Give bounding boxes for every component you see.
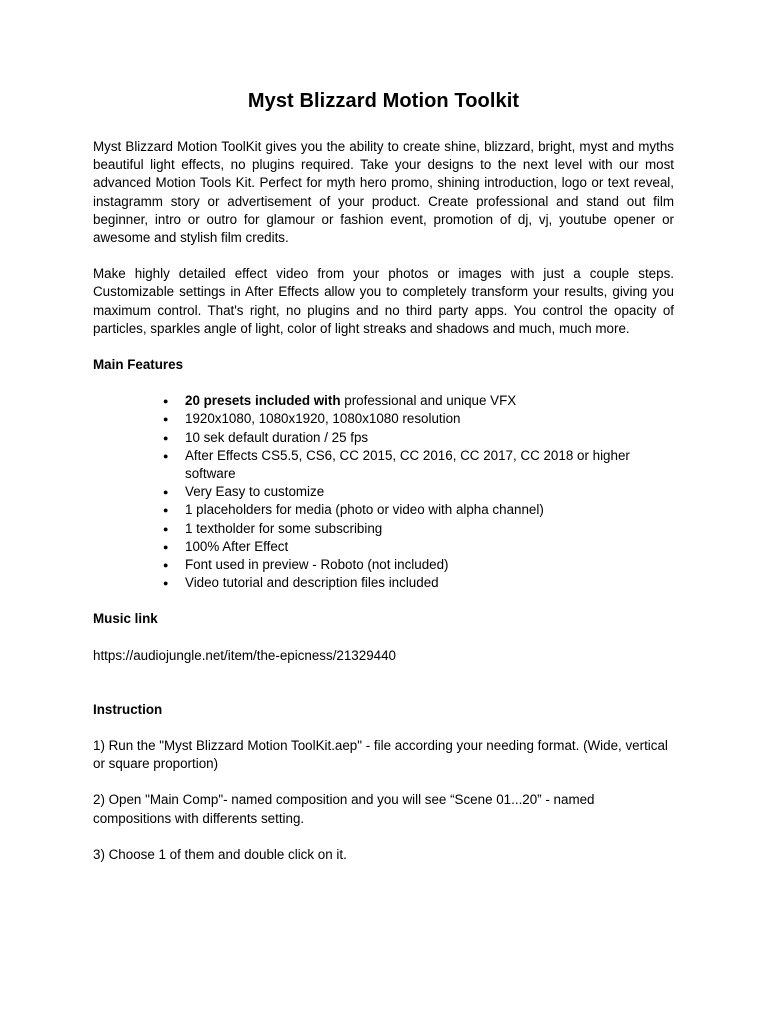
instruction-step-2: 2) Open "Main Comp"- named composition and you will see “Scene 01...20” - named compositions with differents setting. bbox=[93, 792, 595, 826]
feature-item: ● 1 textholder for some subscribing bbox=[185, 520, 674, 538]
feature-item: ● 1 placeholders for media (photo or video with alpha channel) bbox=[185, 501, 674, 519]
feature-presets-bold: 20 presets included with bbox=[185, 393, 341, 409]
feature-item: ● Video tutorial and description files included bbox=[185, 574, 674, 592]
feature-item: ● Font used in preview - Roboto (not included) bbox=[185, 556, 674, 574]
details-paragraph: Make highly detailed effect video from your photos or images with just a couple steps. Customizable settings in After Effects allow you to completely transform your results, giving you maximum control. That's right, no plugins and no third party apps. You control the opacity of particles, sparkles angle of light, color of light streaks and shadows and much, much more. bbox=[93, 266, 674, 336]
features-heading: Main Features bbox=[93, 357, 184, 373]
feature-item bbox=[185, 392, 674, 410]
instruction-heading: Instruction bbox=[93, 701, 163, 717]
feature-item: ● 10 sek default duration / 25 fps bbox=[185, 429, 674, 447]
music-heading: Music link bbox=[93, 611, 158, 627]
instruction-step-3: 3) Choose 1 of them and double click on it. bbox=[93, 846, 347, 862]
feature-presets-rest: professional and unique VFX bbox=[340, 393, 517, 409]
document-title: Myst Blizzard Motion Toolkit bbox=[247, 90, 520, 112]
intro-paragraph: Myst Blizzard Motion ToolKit gives you the ability to create shine, blizzard, bright, myst and myths beautiful light effects, no plugins required. Take your designs to the next level with our most advanced Motion Tools Kit. Perfect for myth hero promo, shining introduction, logo or text reveal, instagramm story or advertisement of your product. Create professional and stand out film beginner, intro or outro for glamour or fashion event, promotion of dj, vj, youtube opener or awesome and stylish film credits. bbox=[93, 139, 674, 246]
music-link[interactable]: https://audiojungle.net/item/the-epicness/21329440 bbox=[93, 647, 396, 663]
instruction-step-1: 1) Run the "Myst Blizzard Motion ToolKit.aep" - file according your needing format. (Wide, vertical or square proportion) bbox=[93, 738, 668, 772]
features-list bbox=[93, 392, 674, 592]
feature-item: ● 1920x1080, 1080x1920, 1080x1080 resolution bbox=[185, 410, 674, 428]
feature-item: ● 100% After Effect bbox=[185, 538, 674, 556]
feature-item: ● After Effects CS5.5, CS6, CC 2015, CC 2016, CC 2017, CC 2018 or higher software bbox=[185, 447, 674, 483]
feature-item: ● Very Easy to customize bbox=[185, 483, 674, 501]
